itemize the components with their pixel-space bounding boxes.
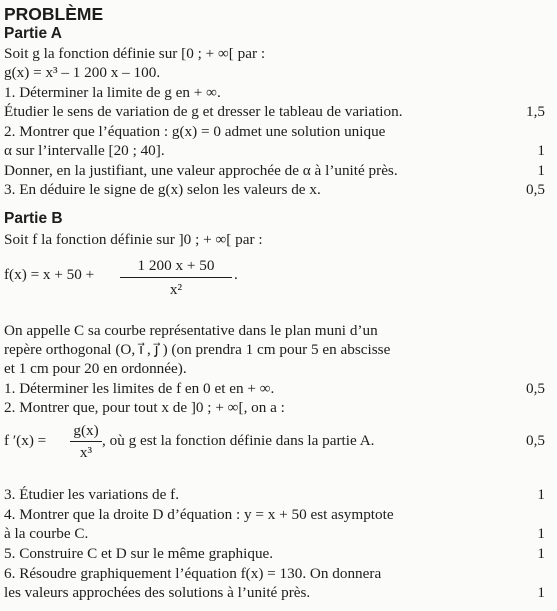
fprime-definition: [4, 422, 553, 462]
part-b-line: [4, 565, 553, 582]
part-b-line: [4, 506, 553, 523]
fprime-def-prefix: f ′(x) =: [4, 432, 47, 449]
line-text: 2. Montrer que l’équation : g(x) = 0 admet une solution unique: [4, 123, 386, 140]
line-text: 3. En déduire le signe de g(x) selon les valeurs de x.: [4, 181, 321, 198]
points-value: 1: [537, 584, 545, 601]
points-value: 1: [537, 142, 545, 159]
line-text: g(x) = x³ – 1 200 x – 100.: [4, 64, 161, 81]
line-text: les valeurs approchées des solutions à l’unité près.: [4, 584, 311, 601]
problem-title: PROBLÈME: [4, 4, 104, 24]
part-b-line: [4, 341, 553, 358]
line-text: 3. Étudier les variations de f.: [4, 486, 180, 503]
part-b-heading: Partie B: [4, 210, 63, 227]
part-a-line: [4, 103, 553, 120]
part-b-line: [4, 545, 553, 562]
line-text: Donner, en la justifiant, une valeur approchée de α à l’unité près.: [4, 162, 398, 179]
part-a-line: [4, 142, 553, 159]
line-text: On appelle C sa courbe représentative dans le plan muni d’un: [4, 322, 378, 339]
part-b-line: [4, 486, 553, 503]
line-text: 6. Résoudre graphiquement l’équation f(x) = 130. On donnera: [4, 565, 382, 582]
part-b-line: [4, 399, 553, 416]
fraction-denominator: x²: [169, 281, 183, 298]
part-a-line: [4, 123, 553, 140]
part-b-line: [4, 380, 553, 397]
fraction-bar: [120, 277, 232, 278]
part-b-line: [4, 360, 553, 377]
f-def-suffix: .: [234, 266, 238, 283]
points-value: 1: [537, 525, 545, 542]
line-text: à la courbe C.: [4, 525, 89, 542]
f-def-fraction: [120, 259, 232, 299]
line-text: 4. Montrer que la droite D d’équation : y = x + 50 est asymptote: [4, 506, 394, 523]
points-value: 1,5: [526, 103, 545, 120]
line-text: repère orthogonal (O, i⃗ , j⃗ ) (on prendra 1 cm pour 5 en abscisse: [4, 341, 391, 358]
fprime-def-fraction: [70, 422, 102, 462]
fraction-numerator: g(x): [73, 422, 99, 439]
fprime-def-suffix: , où g est la fonction définie dans la partie A.: [102, 432, 375, 449]
line-text: α sur l’intervalle [20 ; 40].: [4, 142, 165, 159]
line-text: 2. Montrer que, pour tout x de ]0 ; + ∞[, on a :: [4, 399, 285, 416]
points-value: 1: [537, 162, 545, 179]
part-b-line: [4, 525, 553, 542]
part-b-line: [4, 322, 553, 339]
line-text: Étudier le sens de variation de g et dresser le tableau de variation.: [4, 103, 403, 120]
line-text: 1. Déterminer la limite de g en + ∞.: [4, 84, 221, 101]
part-b-line: [4, 584, 553, 601]
f-def-prefix: f(x) = x + 50 +: [4, 266, 95, 283]
points-value: 1: [537, 545, 545, 562]
points-value: 0,5: [526, 432, 545, 449]
part-a-line: [4, 162, 553, 179]
part-a-line: [4, 181, 553, 198]
points-value: 1: [537, 486, 545, 503]
line-text: 1. Déterminer les limites de f en 0 et en + ∞.: [4, 380, 275, 397]
points-value: 0,5: [526, 181, 545, 198]
part-a-heading: Partie A: [4, 25, 63, 42]
f-definition: [4, 259, 553, 299]
part-a-line: [4, 45, 553, 62]
part-b-intro: Soit f la fonction définie sur ]0 ; + ∞[ par :: [4, 231, 263, 248]
line-text: 5. Construire C et D sur le même graphique.: [4, 545, 274, 562]
fraction-numerator: 1 200 x + 50: [137, 257, 215, 274]
line-text: Soit g la fonction définie sur [0 ; + ∞[ par :: [4, 45, 266, 62]
fraction-denominator: x³: [79, 444, 93, 461]
fraction-bar: [70, 441, 102, 442]
points-value: 0,5: [526, 380, 545, 397]
line-text: et 1 cm pour 20 en ordonnée).: [4, 360, 187, 377]
part-a-line: [4, 64, 553, 81]
part-a-line: [4, 84, 553, 101]
